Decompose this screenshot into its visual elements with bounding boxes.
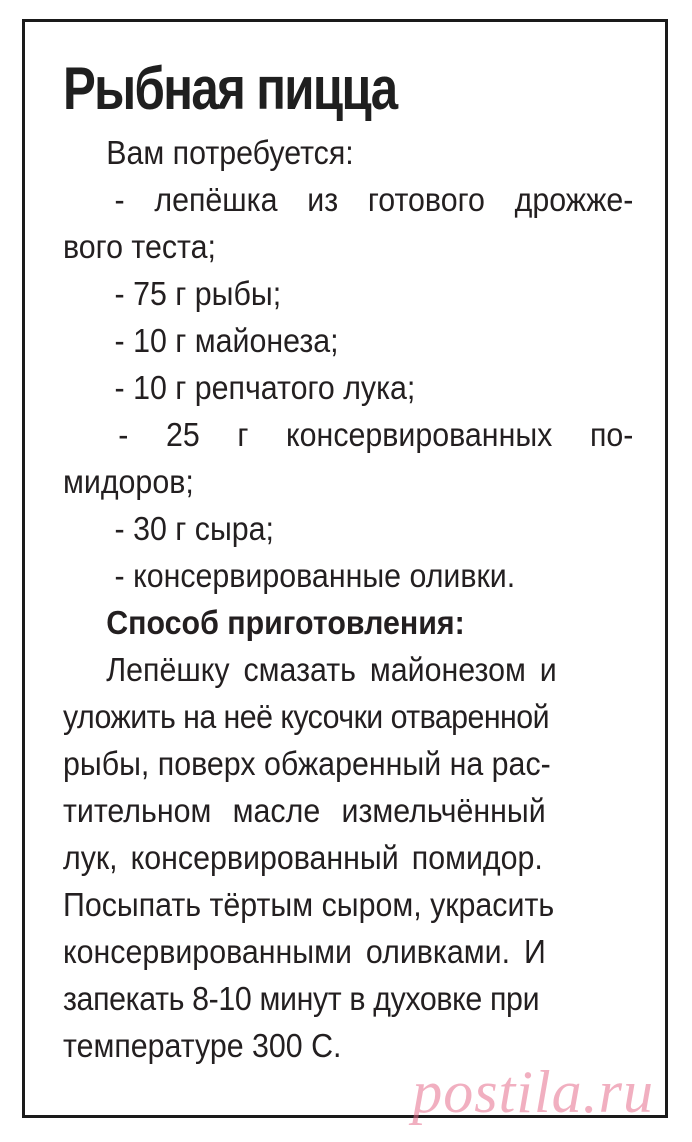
ingredient-line: вого теста; bbox=[63, 228, 216, 265]
method-heading: Способ приготовления: bbox=[106, 604, 465, 641]
method-line: температуре 300 С. bbox=[63, 1027, 342, 1064]
ingredient-line: - 75 г рыбы; bbox=[114, 275, 282, 312]
method-line: запекать 8-10 минут в духовке при bbox=[63, 980, 540, 1017]
recipe-card bbox=[22, 19, 668, 1118]
method-line: лук, консервированный помидор. bbox=[63, 839, 543, 876]
method-line: тительном масле измельчённый bbox=[63, 792, 546, 829]
ingredient-line: - 25 г консервированных по- bbox=[118, 416, 634, 453]
ingredient-line: - 10 г репчатого лука; bbox=[114, 369, 416, 406]
ingredient-line: мидоров; bbox=[63, 463, 194, 500]
method-line: Лепёшку смазать майонезом и bbox=[106, 651, 557, 688]
ingredients-intro: Вам потребуется: bbox=[106, 134, 354, 171]
watermark-logo: postila.ru bbox=[412, 1059, 654, 1125]
ingredient-line: - 30 г сыра; bbox=[114, 510, 274, 547]
method-line: Посыпать тёртым сыром, украсить bbox=[63, 886, 555, 923]
method-line: уложить на неё кусочки отваренной bbox=[63, 698, 550, 735]
method-line: консервированными оливками. И bbox=[63, 933, 546, 970]
method-line: рыбы, поверх обжаренный на рас- bbox=[63, 745, 551, 782]
ingredient-line: - консервированные оливки. bbox=[114, 557, 516, 594]
recipe-content bbox=[63, 57, 634, 1069]
ingredient-line: - лепёшка из готового дрожже- bbox=[114, 181, 634, 218]
recipe-title: Рыбная пицца bbox=[63, 55, 397, 122]
ingredient-line: - 10 г майонеза; bbox=[114, 322, 339, 359]
